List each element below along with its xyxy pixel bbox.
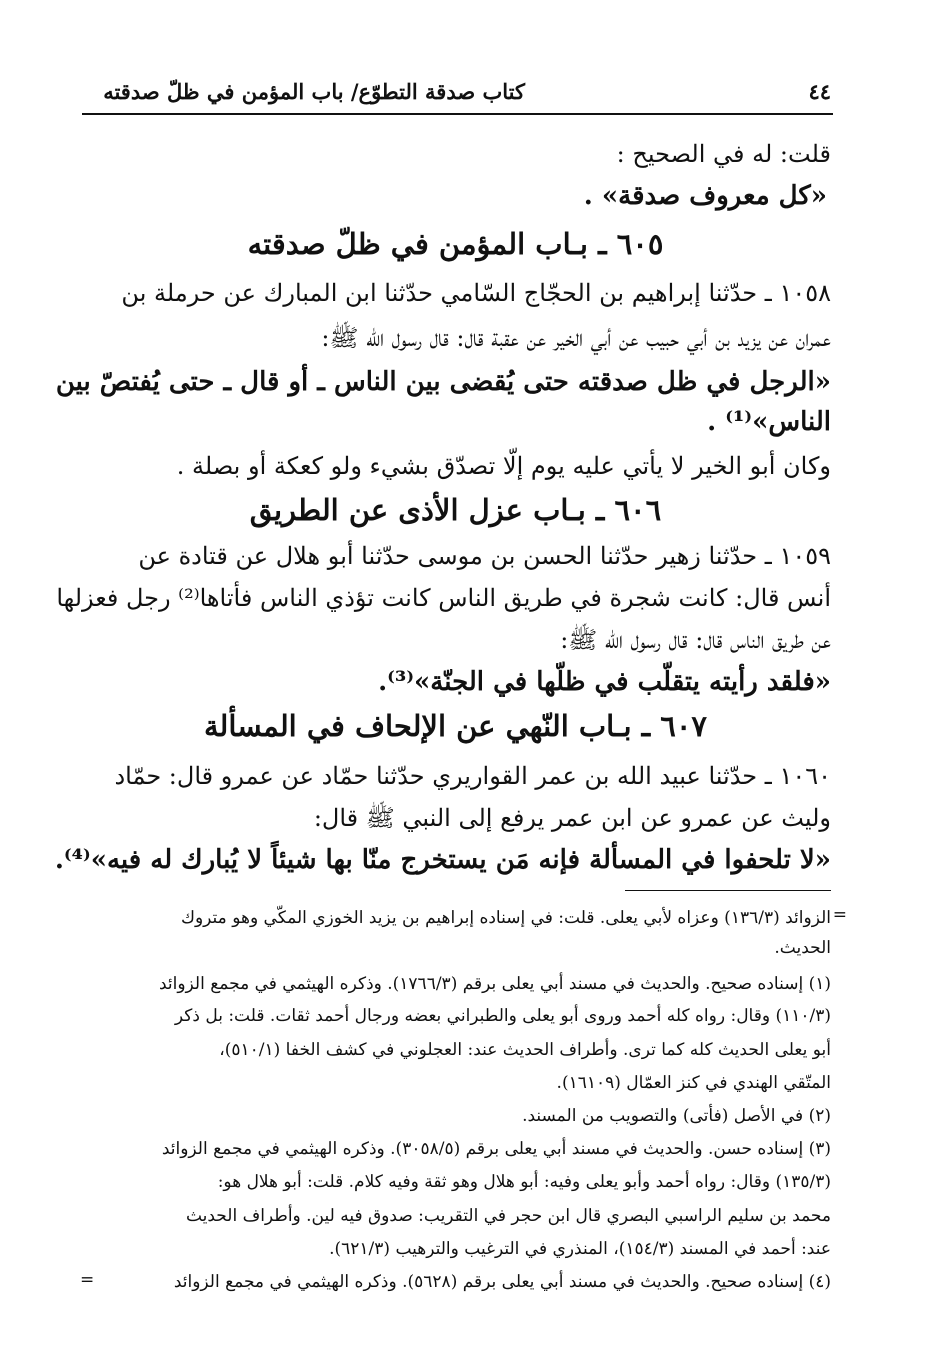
text-line: وليث عن عمرو عن ابن عمر يرفع إلى النبي ﷺ قال:: [313, 804, 831, 832]
continuation-mark: =: [80, 1270, 95, 1290]
hadith-quote: «لا تلحفوا في المسألة فإنه مَن يستخرج منّا بها شيئاً لا يُبارك له فيه»⁽⁴⁾.: [54, 845, 831, 875]
text-line: ١٠٥٩ ـ حدّثنا زهير حدّثنا الحسن بن موسى حدّثنا أبو هلال عن قتادة عن: [138, 542, 831, 570]
text-line: ١٠٦٠ ـ حدّثنا عبيد الله بن عمر القواريري حدّثنا حمّاد عن عمرو قال: حمّاد: [114, 762, 831, 790]
chapter-heading: ٦٠٧ ـ بـاب النّهي عن الإلحاف في المسألة: [203, 709, 707, 743]
text-line: عن طريق الناس قال: قال رسول الله ﷺ:: [560, 626, 831, 654]
chapter-heading: ٦٠٥ ـ بـاب المؤمن في ظلّ صدقته: [247, 227, 664, 261]
hadith-quote: «كل معروف صدقة» .: [583, 181, 827, 211]
footnote-line: عند: أحمد في المسند (١٥٤/٣)، المنذري في الترغيب والترهيب (٦٢١/٣).: [329, 1239, 831, 1259]
hadith-quote: «فلقد رأيته يتقلّب في ظلّها في الجنّة»⁽³⁾.: [378, 667, 831, 697]
chapter-heading: ٦٠٦ ـ بـاب عزل الأذى عن الطريق: [249, 493, 662, 527]
footnote-line: أبو يعلى الحديث كله كما ترى. وأطراف الحديث عند: العجلوني في كشف الخفا (٥١٠/١)،: [219, 1040, 831, 1060]
text-line: ١٠٥٨ ـ حدّثنا إبراهيم بن الحجّاج السّامي حدّثنا ابن المبارك عن حرملة بن: [121, 279, 831, 307]
continuation-mark: =: [832, 905, 847, 925]
text-line: عمران عن يزيد بن أبي حبيب عن أبي الخير عن عقبة قال: قال رسول الله ﷺ:: [321, 324, 831, 352]
footnote-line: (٤) إسناده صحيح. والحديث في مسند أبي يعلى برقم (٥٦٢٨). وذكره الهيثمي في مجمع الزوائد: [173, 1272, 831, 1292]
footnote-line: (١) إسناده صحيح. والحديث في مسند أبي يعلى برقم (١٧٦٦/٣). وذكره الهيثمي في مجمع الزوائد: [158, 974, 831, 994]
footnote-line: (٣) إسناده حسن. والحديث في مسند أبي يعلى برقم (٣٠٥٨/٥). وذكره الهيثمي في مجمع الزوائد: [161, 1139, 831, 1159]
page-number: ٤٤: [808, 79, 831, 104]
footnote-line: (١٣٥/٣) وقال: رواه أحمد وأبو يعلى وفيه: أبو هلال وهو ثقة وفيه كلام. قلت: أبو هلال هو:: [217, 1172, 831, 1192]
footnote-line: (١١٠/٣) وقال: رواه كله أحمد وروى أبو يعلى والطبراني بعضه ورجال أحمد ثقات. قلت: بل ذكر: [174, 1006, 831, 1026]
footnote-line: الحديث.: [774, 938, 831, 958]
footnote-line: المتّقي الهندي في كنز العمّال (١٦١٠٩).: [556, 1073, 831, 1093]
footnote-line: الزوائد (١٣٦/٣) وعزاه لأبي يعلى. قلت: في إسناده إبراهيم بن يزيد الخوزي المكّي وهو متروك: [180, 908, 831, 928]
header-rule: [82, 113, 833, 115]
hadith-quote: الناس»⁽¹⁾ .: [707, 407, 831, 437]
footnote-line: (٢) في الأصل (فأتى) والتصويب من المسند.: [522, 1106, 831, 1126]
hadith-quote: «الرجل في ظل صدقته حتى يُقضى بين الناس ـ أو قال ـ حتى يُفتصّ بين: [55, 367, 831, 397]
footnote-line: محمد بن سليم الراسبي البصري قال ابن حجر في التقريب: صدوق فيه لين. وأطراف الحديث: [185, 1206, 831, 1226]
footnote-rule: [625, 890, 831, 891]
text-line: أنس قال: كانت شجرة في طريق الناس كانت تؤذي الناس فأتاها⁽²⁾ رجل فعزلها: [56, 584, 831, 612]
running-title: كتاب صدقة التطوّع/ باب المؤمن في ظلّ صدقته: [103, 79, 525, 104]
text-line: وكان أبو الخير لا يأتي عليه يوم إلّا تصدّق بشيء ولو كعكة أو بصلة .: [176, 452, 831, 480]
text-line: قلت: له في الصحيح :: [616, 140, 831, 168]
